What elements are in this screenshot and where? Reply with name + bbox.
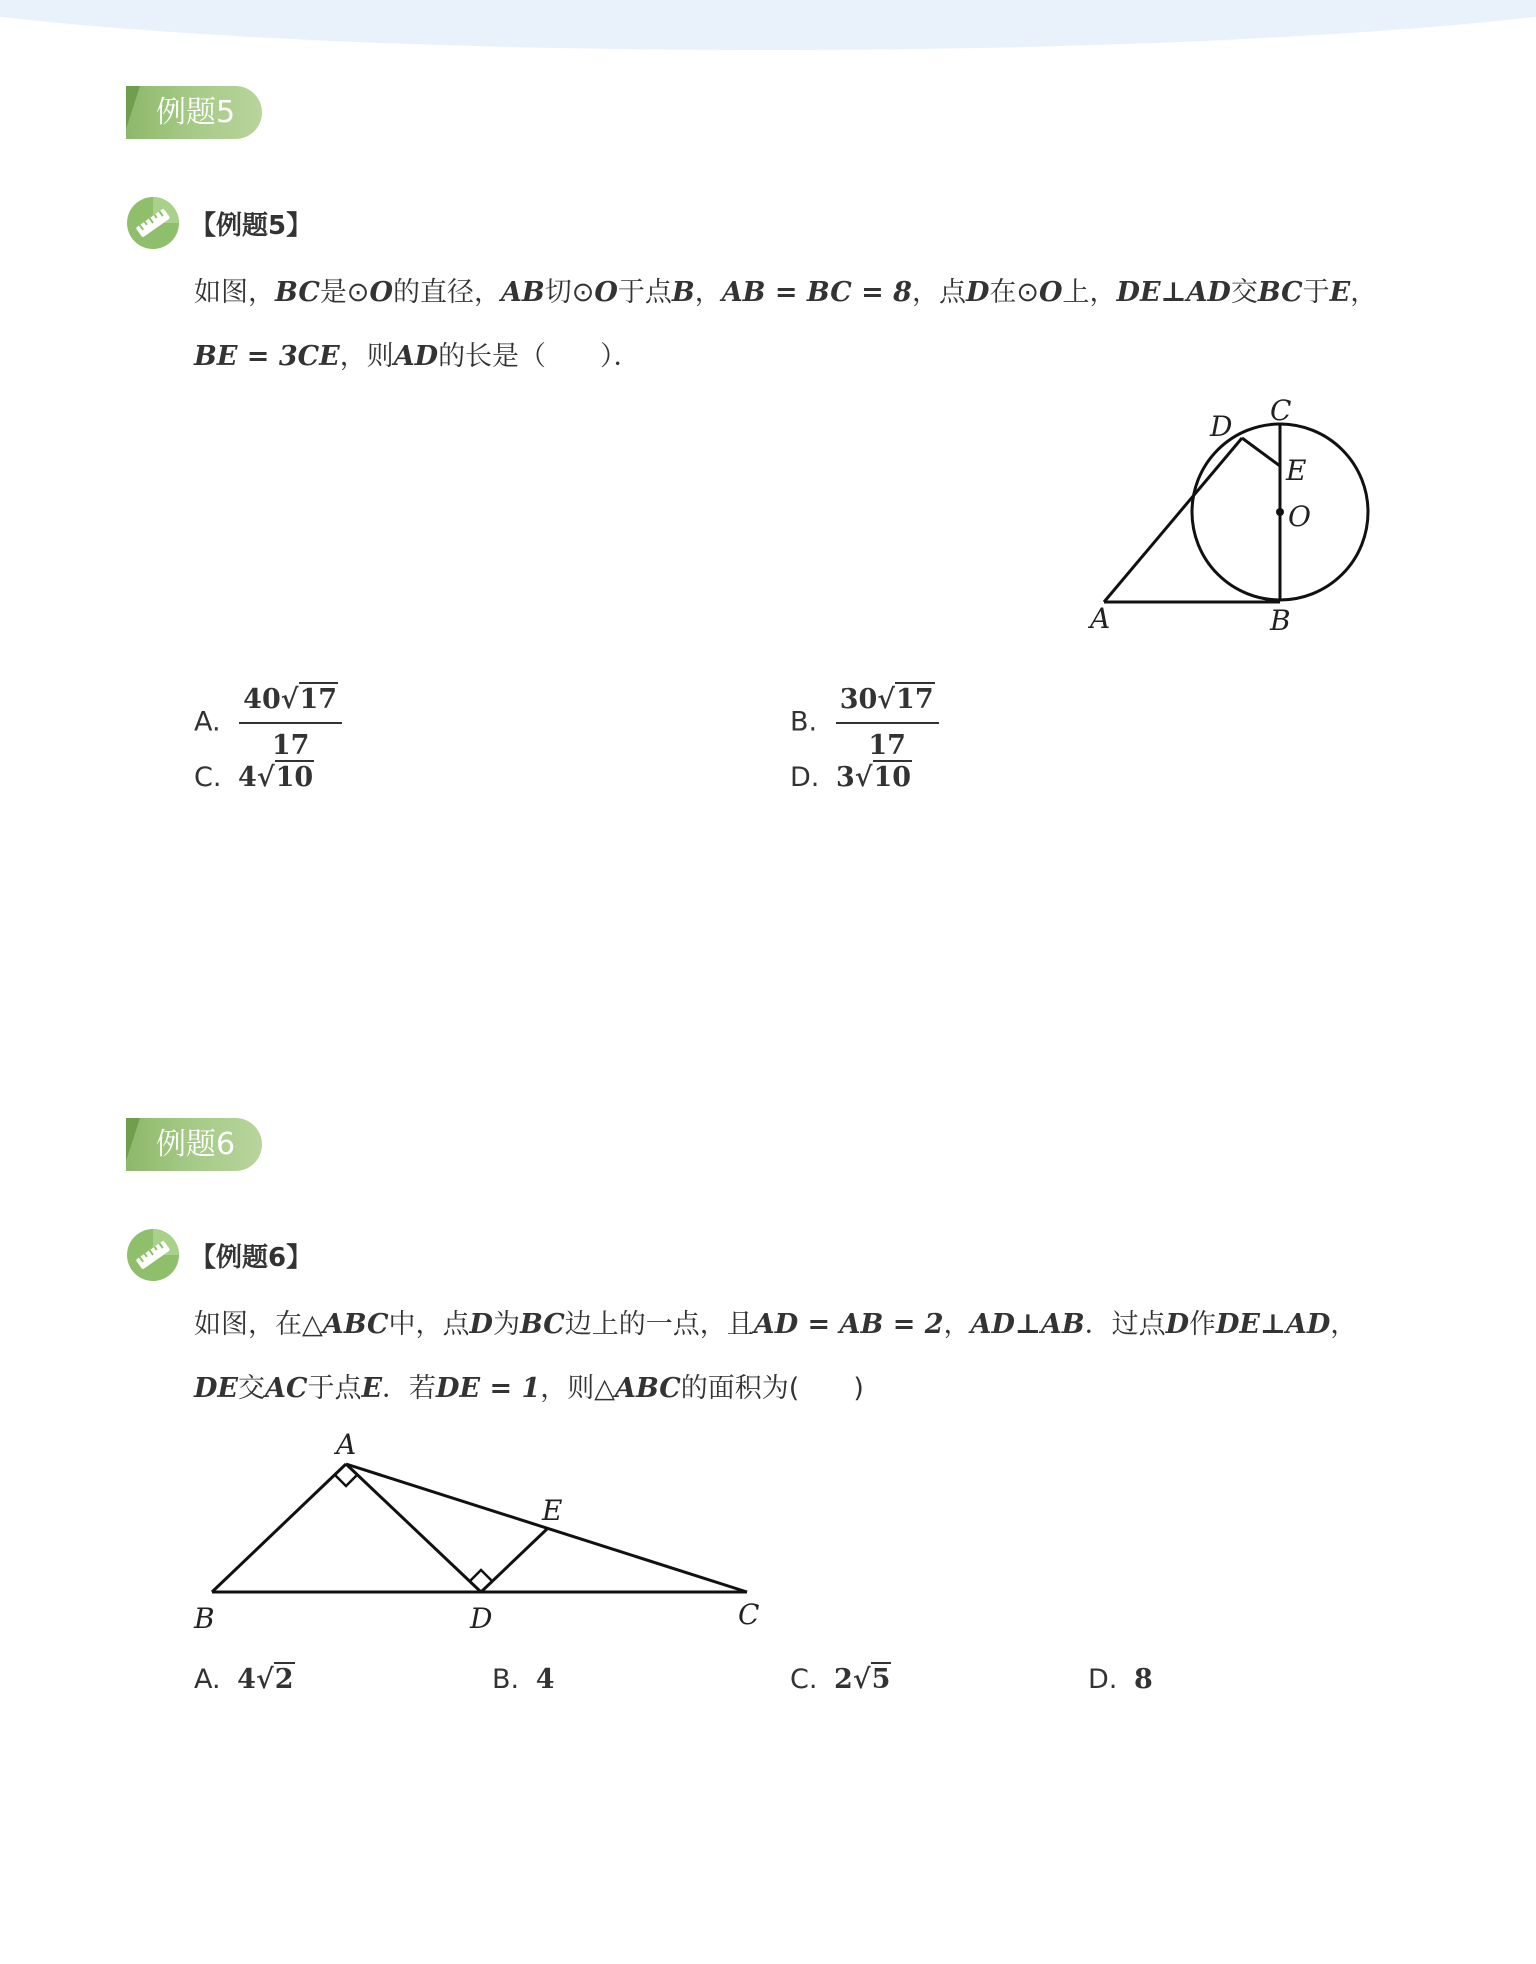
math: B: [671, 277, 695, 308]
text: 于点: [307, 1373, 362, 1404]
label-c: C: [738, 1598, 760, 1631]
option-c[interactable]: C. 4√10: [194, 762, 314, 793]
text: ，点: [911, 277, 966, 308]
option-a[interactable]: [194, 680, 342, 766]
segment-ab: [212, 1464, 346, 1592]
math: AD = AB = 2: [753, 1309, 944, 1340]
label-c: C: [1270, 394, 1292, 427]
coefficient: 4: [238, 762, 257, 793]
text: 边上的一点，且: [564, 1309, 754, 1340]
text: 于: [1302, 277, 1330, 308]
math: AC: [265, 1373, 308, 1404]
math: DE⊥AD: [1216, 1309, 1331, 1340]
text: 为: [492, 1309, 520, 1340]
math: DE⊥AD: [1116, 277, 1231, 308]
example-label: 【例题5】: [190, 211, 313, 241]
math: BC: [275, 277, 320, 308]
coefficient: 30: [839, 684, 878, 715]
question-line-1: [194, 274, 1377, 312]
fraction: $\frac{30√17}{17}$: [836, 680, 939, 766]
coefficient: 40: [243, 684, 281, 715]
question-line-1: [194, 1306, 1357, 1344]
option-value: 8: [1133, 1664, 1153, 1695]
option-a[interactable]: A. 4√2: [194, 1664, 294, 1695]
denominator: 17: [868, 730, 906, 761]
math: O: [1039, 277, 1063, 308]
math: E: [1329, 277, 1351, 308]
question-line-2: [194, 1370, 864, 1408]
right-angle-mark-d: [470, 1570, 492, 1581]
option-d[interactable]: [1088, 1660, 1153, 1700]
coefficient: 3: [835, 762, 855, 793]
ruler-badge-icon: [126, 196, 180, 250]
tag-slant: [126, 1118, 140, 1171]
option-c[interactable]: C. 2√5: [790, 1664, 891, 1695]
section-tag-text: 例题5: [156, 95, 236, 130]
label-e: E: [1286, 454, 1307, 487]
text: ，: [1350, 277, 1378, 308]
radicand: 2: [274, 1664, 294, 1695]
math: AD⊥AB: [970, 1309, 1085, 1340]
ruler-badge-icon: [126, 1228, 180, 1282]
label-b: B: [194, 1602, 215, 1635]
text: 于点: [617, 277, 672, 308]
text: 中，点: [388, 1309, 470, 1340]
example-label: 【例题6】: [190, 1243, 313, 1273]
radicand: 10: [275, 762, 314, 793]
label-d: D: [470, 1602, 493, 1635]
text: 在⊙: [989, 277, 1039, 308]
text: 的长是（ ）．: [438, 341, 641, 372]
math: AD: [393, 341, 439, 372]
text: ．过点: [1084, 1309, 1166, 1340]
radicand: 17: [299, 684, 338, 715]
text: ，则: [339, 341, 394, 372]
option-d[interactable]: D. 3√10: [790, 762, 912, 793]
label-b: B: [1270, 604, 1291, 637]
math: ABC: [322, 1309, 389, 1340]
triangle-figure: [190, 1424, 780, 1644]
text: ，则△: [540, 1373, 616, 1404]
radicand: 5: [871, 1664, 891, 1695]
header-background-arc: [0, 0, 1536, 50]
option-letter: B.: [790, 706, 818, 738]
math: D: [1165, 1309, 1190, 1340]
math: DE: [194, 1373, 238, 1404]
text: ，: [694, 277, 722, 308]
radicand: 17: [896, 684, 934, 715]
option-letter: D.: [1088, 1664, 1118, 1695]
text: 交: [1230, 277, 1258, 308]
math: DE = 1: [436, 1373, 541, 1404]
label-e: E: [542, 1494, 563, 1527]
denominator: 17: [271, 730, 310, 761]
math: AB = BC = 8: [721, 277, 912, 308]
option-value: 4: [535, 1664, 555, 1695]
option-b[interactable]: [790, 680, 939, 766]
option-b[interactable]: [492, 1660, 555, 1700]
math: BC: [1257, 277, 1303, 308]
tag-slant: [126, 86, 140, 139]
math: BE = 3CE: [194, 341, 340, 372]
label-d: D: [1210, 410, 1233, 443]
text: 上，: [1062, 277, 1117, 308]
segment-ad: [346, 1464, 481, 1592]
segment-de: [1242, 438, 1280, 466]
math: D: [965, 277, 990, 308]
option-letter: B.: [492, 1664, 520, 1695]
option-letter: A.: [194, 1664, 221, 1695]
right-angle-mark-a: [335, 1475, 357, 1486]
center-point-o: [1276, 508, 1284, 516]
segment-de: [481, 1529, 547, 1592]
math: AB: [500, 277, 545, 308]
text: 切⊙: [544, 277, 595, 308]
option-letter: C.: [194, 762, 222, 793]
text: ，: [1330, 1309, 1358, 1340]
fraction: $\frac{40√17}{17}$: [239, 680, 342, 766]
math: BC: [519, 1309, 565, 1340]
option-letter: C.: [790, 1664, 818, 1695]
text: ，: [943, 1309, 971, 1340]
coefficient: 4: [237, 1664, 256, 1695]
math: O: [369, 277, 393, 308]
text: 作: [1189, 1309, 1217, 1340]
label-a: A: [336, 1428, 357, 1461]
section-tag-text: 例题6: [156, 1127, 236, 1162]
text: 是⊙: [319, 277, 370, 308]
text: 如图，在△: [194, 1309, 323, 1340]
radicand: 10: [873, 762, 912, 793]
label-a: A: [1090, 602, 1111, 635]
text: ．若: [382, 1373, 437, 1404]
text: 的直径，: [392, 277, 501, 308]
math: D: [469, 1309, 493, 1340]
text: 的面积为( ): [680, 1373, 864, 1404]
section-tag-example5: [126, 86, 262, 139]
math: O: [594, 277, 618, 308]
question-line-2: [194, 338, 641, 376]
text: 交: [238, 1373, 265, 1404]
segment-ac: [346, 1464, 747, 1592]
math: E: [361, 1373, 383, 1404]
option-letter: D.: [790, 762, 820, 793]
coefficient: 2: [834, 1664, 853, 1695]
math: ABC: [615, 1373, 681, 1404]
option-letter: A.: [194, 706, 221, 738]
section-tag-example6: [126, 1118, 262, 1171]
text: 如图，: [194, 277, 275, 308]
label-o: O: [1288, 500, 1311, 533]
circle-tangent-figure: [1080, 390, 1400, 650]
